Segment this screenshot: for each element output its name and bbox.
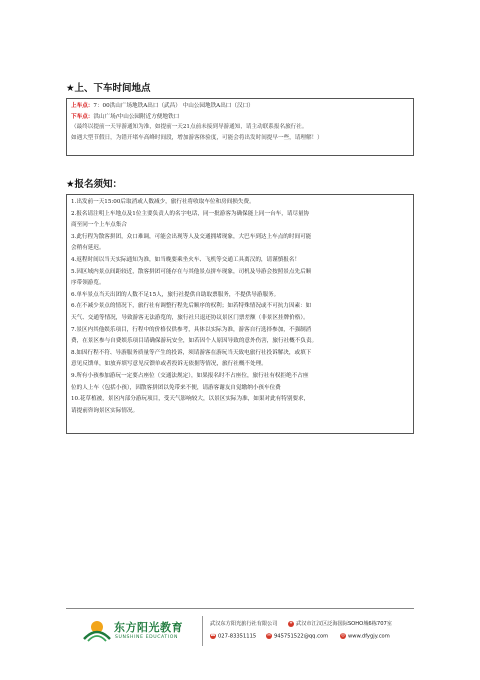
address-item [288,620,392,627]
notice-item-9: 9.所有小孩参加游玩一定要占座位（交通法规定），如果报名时不占座位，旅行社有权拒绝不占座 [71,372,309,379]
notice-item-9-cont: 位的人上车（包括小孩），因散客拼团以免带来不便，请游客谢友自觉缴纳小孩车位费 [71,384,281,391]
notice-item-7-cont: 费，在景区参与自费娱乐项目请确保游玩安全，如若因个人原因导致的意外伤害，旅行社概不负责。 [71,338,318,345]
pickup-down-label: 下车点： [71,113,94,120]
logo-english-name: SUNSHINE EDUCATION [115,635,179,640]
footer-divider [66,608,414,609]
phone-icon: ☎ [210,633,216,638]
notice-box [66,194,414,434]
notice-item-6: 6.单车景点当天出团的人数不足15人，旅行社提供自助取票服务，不提供导游服务。 [71,291,280,298]
phone-text: 027-83351115 [218,633,257,640]
notice-item-4: 4.返程时间以当天实际通知为准，如当晚要乘坐火车、飞机等交通工具离汉的，请谨慎报名！ [71,256,301,263]
notice-list [71,197,409,417]
company-name: 武汉东方阳光旅行社有限公司 [210,621,278,627]
location-icon: ⌖ [289,620,293,626]
globe-icon: ◎ [341,633,345,638]
notice-item-8: 8.如因行程不符、导游服务质量等产生的投诉，须请游客在游玩当天致电旅行社投诉解决，或填下 [71,349,312,356]
pickup-down-text: 洪山广场/中山公园附近方便地铁口 [93,113,180,120]
notice-item-10: 10.花草植被，景区内部分游玩项目，受天气影响较大，以景区实际为准，如果对此有特别要求， [71,396,310,403]
sunshine-logo-icon [82,617,112,643]
notice-section-title: ★报名须知： [66,179,123,190]
notice-item-5-cont: 序带领游览。 [71,280,105,287]
notice-item-6b: 6.在不减少景点的情况下，旅行社有调整行程先后顺序的权利；如若特殊情况或不可抗力因素：如 [71,303,312,310]
pickup-up-line [71,101,409,112]
email-text: 945751522@qq.com [274,633,329,640]
pickup-down-line [71,112,409,123]
notice-item-3: 3.此行程为散客拼团，众口难调，可能会出现等人及交通拥堵现象，大巴车到达上车点的时间可能 [71,233,312,240]
pickup-note-1: （最终以提前一天导游通知为准，如提前一天21点前未接到导游通知，请主动联系报名旅行社。 [71,124,308,130]
footer-vertical-divider [202,616,203,646]
logo-chinese-name: 东方阳光教育 [114,621,183,634]
pickup-info-box [66,98,414,156]
notice-item-8-cont: 意见反馈单，如放弃填写意见反馈单或者投诉无依据等情况，旅行社概不处理。 [71,361,267,368]
notice-item-5: 5.因区域内景点间距较近，散客拼团可能存在与其他景点拼车现象，司机及导游会按照景点先后顺 [71,268,312,275]
pickup-up-label: 上车点： [71,103,94,109]
notice-item-7: 7.景区内其他娱乐项目，行程中的价格仅供参考，具体以实际为准，游客自行选择参加，不强制消 [71,326,312,333]
notice-item-2: 2.报名请注明上车地点及1位主要负责人的名字电话，同一批游客为确保能上同一台车，请尽量协 [71,210,310,217]
notice-item-2-cont: 商至同一个上车点集合 [71,222,127,229]
pickup-up-text: 7：00洪山广场地铁A出口（武昌） 中山公园地铁A出口（汉口） [93,103,254,109]
website-link[interactable]: www.dfygjy.com [348,633,390,640]
pickup-note-2: 如遇大型节假日，为错开堵车高峰时间段，增加游客体验度，可能会将出发时间提早一些，请理解！） [71,134,323,141]
notice-item-1: 1.出发前一天15:00后取消或人数减少，旅行社将收取车位和房间损失费。 [71,199,255,205]
notice-item-3-cont: 会稍有延迟。 [71,245,105,252]
address-text: 武汉市江汉区泛海国际SOHO城6栋707室 [296,621,392,627]
company-logo [82,613,202,651]
email-icon: ✉ [267,633,271,638]
website-item[interactable] [340,633,390,640]
email-item [266,633,328,640]
pickup-section-title: ★上、下车时间地点 [66,83,151,94]
notice-item-6b-cont: 天气、交通等情况，导致游客无法游览的，旅行社只退还协议景区门票差额（非景区挂牌价格）。 [71,314,309,321]
phone-item [210,633,256,640]
notice-item-10-cont: 请提前咨询景区实际情况。 [71,407,139,414]
